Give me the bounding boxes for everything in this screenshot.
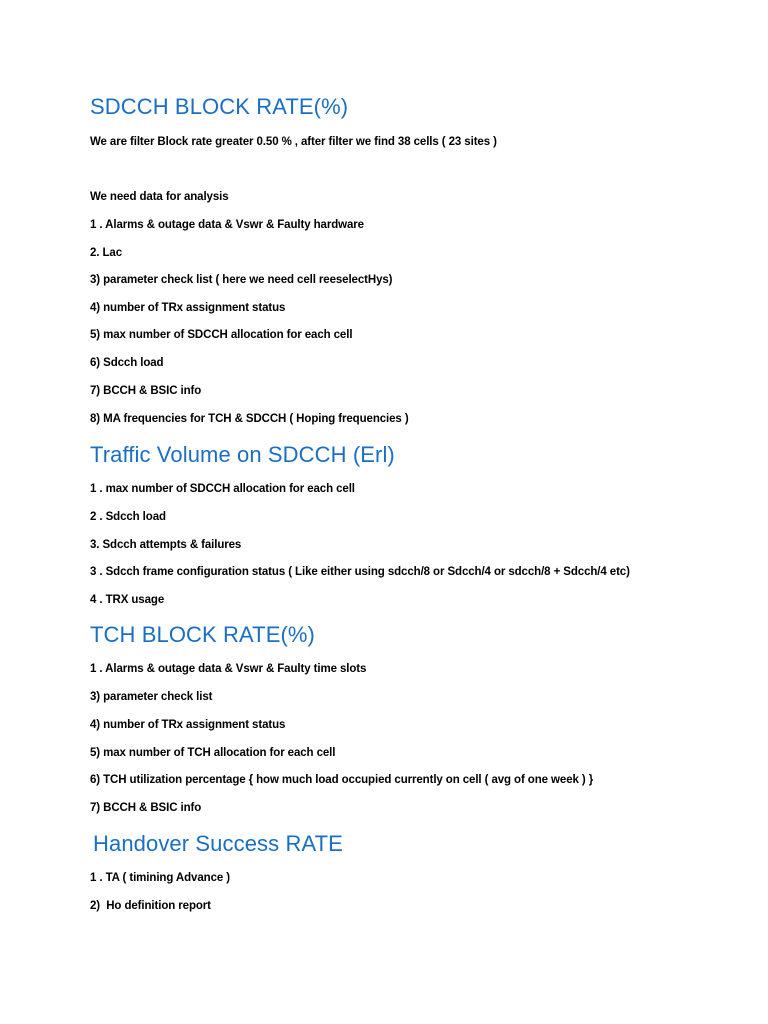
list-item: 2) Ho definition report — [90, 900, 211, 912]
list-item: 7) BCCH & BSIC info — [90, 802, 202, 814]
list-item: 1 . Alarms & outage data & Vswr & Faulty hardware — [90, 219, 364, 231]
list-item: 2. Lac — [90, 247, 123, 259]
list-item: 1 . TA ( timining Advance ) — [90, 872, 230, 884]
list-item: 3. Sdcch attempts & failures — [90, 539, 242, 551]
text-line: We are filter Block rate greater 0.50 % , after filter we find 38 cells ( 23 sites ) — [90, 136, 497, 148]
list-item: 1 . Alarms & outage data & Vswr & Faulty time slots — [90, 663, 367, 675]
list-item: 4 . TRX usage — [90, 594, 165, 606]
list-item: 3) parameter check list — [90, 691, 213, 703]
list-item: 7) BCCH & BSIC info — [90, 385, 202, 397]
section-heading-handover-success-rate: Handover Success RATE — [93, 831, 343, 856]
list-item: 5) max number of TCH allocation for each cell — [90, 747, 336, 759]
section-heading-traffic-volume-sdcch: Traffic Volume on SDCCH (Erl) — [90, 442, 395, 467]
list-item: 5) max number of SDCCH allocation for each cell — [90, 329, 353, 341]
section-heading-tch-block-rate: TCH BLOCK RATE(%) — [90, 622, 315, 647]
section-heading-sdcch-block-rate: SDCCH BLOCK RATE(%) — [90, 94, 349, 119]
list-item: 2 . Sdcch load — [90, 511, 166, 523]
text-line: We need data for analysis — [90, 191, 229, 203]
list-item: 8) MA frequencies for TCH & SDCCH ( Hoping frequencies ) — [90, 413, 409, 425]
list-item: 3 . Sdcch frame configuration status ( Like either using sdcch/8 or Sdcch/4 or sdcch/8 + Sdcch/4 etc) — [90, 566, 630, 578]
list-item: 6) Sdcch load — [90, 357, 164, 369]
list-item: 4) number of TRx assignment status — [90, 302, 286, 314]
list-item: 4) number of TRx assignment status — [90, 719, 286, 731]
list-item: 6) TCH utilization percentage { how much load occupied currently on cell ( avg of one week ) } — [90, 774, 594, 786]
list-item: 1 . max number of SDCCH allocation for each cell — [90, 483, 355, 495]
list-item: 3) parameter check list ( here we need cell reeselectHys) — [90, 274, 393, 286]
